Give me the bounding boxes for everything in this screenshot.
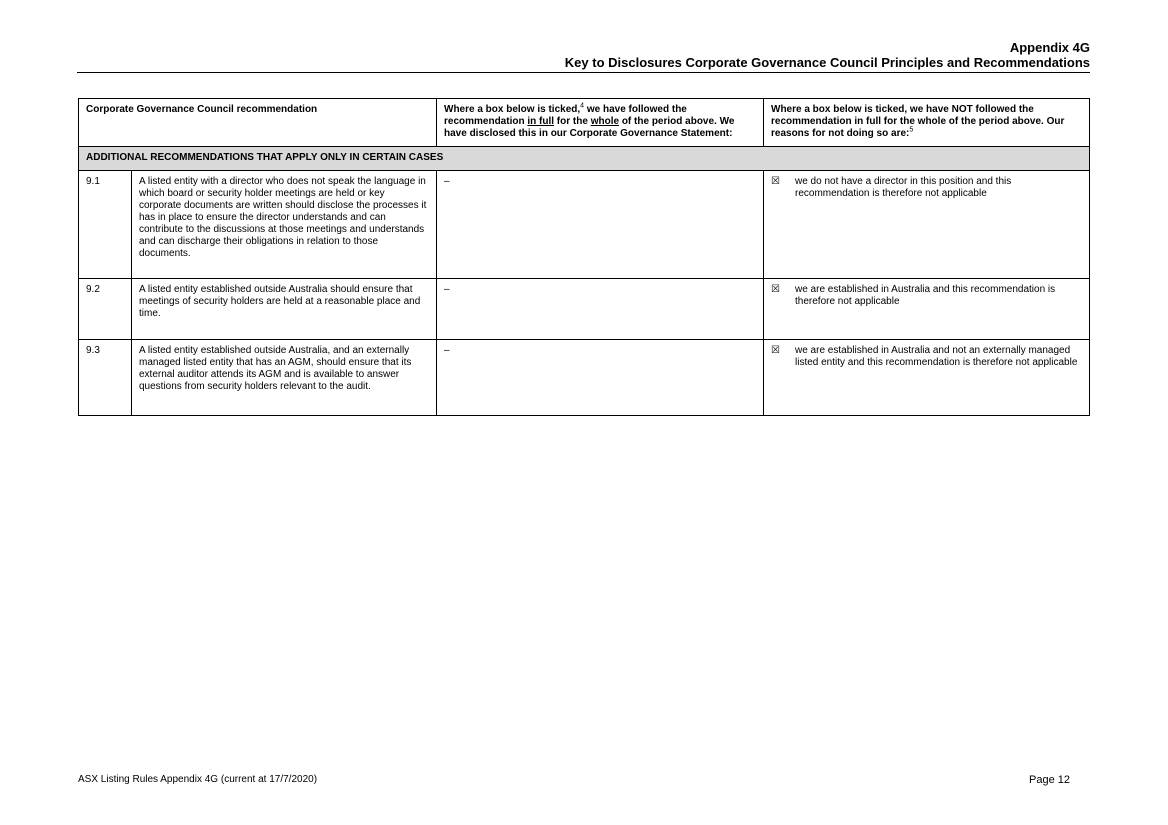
checkbox-icon[interactable]: ☒	[771, 176, 780, 187]
col2-header-whole: whole	[590, 116, 620, 127]
followed-cell: –	[437, 279, 764, 340]
reason-text: we are established in Australia and not an externally managed listed entity and this recommendation is therefore not applicable	[795, 345, 1078, 368]
section-title: ADDITIONAL RECOMMENDATIONS THAT APPLY ONLY IN CERTAIN CASES	[79, 147, 1090, 171]
section-row	[79, 147, 1090, 171]
col2-header-text-a: Where a box below is ticked,	[444, 104, 581, 115]
followed-cell: –	[437, 340, 764, 416]
page-header	[77, 40, 1090, 70]
table-header-row	[79, 99, 1090, 147]
table-row	[79, 279, 1090, 340]
col2-header-in-full: in full	[527, 116, 555, 127]
reason-text: we are established in Australia and this recommendation is therefore not applicable	[795, 284, 1056, 307]
reason-text: we do not have a director in this position and this recommendation is therefore not applicable	[795, 176, 1012, 199]
col-header-followed	[437, 99, 764, 147]
footer-page-number: Page 12	[1029, 774, 1070, 786]
col2-header-text-d: of the period above. We have disclosed this in our Corporate Governance Statement:	[444, 116, 735, 139]
col3-header-text: Where a box below is ticked, we have NOT followed the recommendation in full for the whole of the period above. Our reasons for not doing so are:	[771, 104, 1065, 139]
recommendation-number: 9.2	[79, 279, 132, 340]
header-divider	[77, 72, 1090, 73]
recommendation-number: 9.3	[79, 340, 132, 416]
col-header-not-followed	[764, 99, 1090, 147]
recommendation-text: A listed entity established outside Australia should ensure that meetings of security holders are held at a reasonable place and time.	[132, 279, 437, 340]
recommendation-number: 9.1	[79, 171, 132, 279]
governance-table	[78, 98, 1090, 416]
col2-header-text-b: we have followed the recommendation	[444, 104, 687, 127]
recommendation-text: A listed entity with a director who does not speak the language in which board or security holder meetings are held or key corporate documents are written should disclose the processes it has in place to ensure the director understands and can contribute to the discussions at those meetings and understands and can discharge their obligations in relation to those documents.	[132, 171, 437, 279]
footnote-4: 4	[580, 102, 585, 110]
checkbox-icon[interactable]: ☒	[771, 345, 780, 356]
table-row	[79, 340, 1090, 416]
header-appendix-title: Appendix 4G	[1009, 40, 1090, 55]
header-subtitle: Key to Disclosures Corporate Governance Council Principles and Recommendations	[564, 55, 1090, 70]
followed-cell: –	[437, 171, 764, 279]
col2-header-text-c: for the	[554, 116, 591, 127]
table-row	[79, 171, 1090, 279]
reason-cell	[764, 279, 1090, 340]
col-header-recommendation: Corporate Governance Council recommendation	[79, 99, 437, 147]
footnote-5: 5	[909, 126, 914, 134]
reason-cell	[764, 171, 1090, 279]
recommendation-text: A listed entity established outside Australia, and an externally managed listed entity that has an AGM, should ensure that its external auditor attends its AGM and is available to answer questions from security holders relevant to the audit.	[132, 340, 437, 416]
reason-cell	[764, 340, 1090, 416]
checkbox-icon[interactable]: ☒	[771, 284, 780, 295]
footer-source: ASX Listing Rules Appendix 4G (current at 17/7/2020)	[78, 774, 318, 785]
